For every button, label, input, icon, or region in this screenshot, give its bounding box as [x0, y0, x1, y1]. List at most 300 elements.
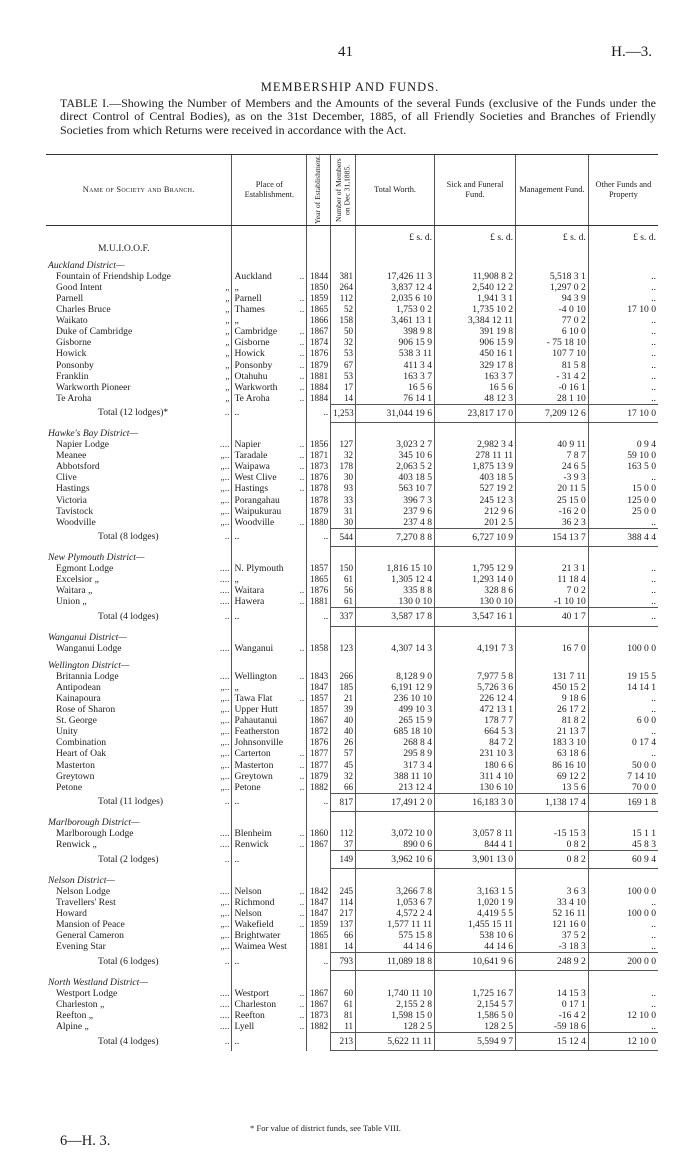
lodge-row — [46, 897, 658, 908]
ditto-mark: „ — [220, 461, 225, 473]
members-value: 11 — [344, 1020, 354, 1031]
year-value: 1844 — [309, 271, 329, 282]
sick-fund-value: 5,726 3 6 — [477, 682, 514, 694]
other-funds-value: 0 17 4 — [632, 737, 656, 749]
lodge-name: General Cameron — [56, 930, 124, 942]
total-worth-value: 1,053 6 7 — [396, 896, 433, 908]
management-fund-value: -16 4 2 — [558, 1009, 586, 1021]
total-worth-value: 130 0 10 — [398, 596, 433, 608]
ditto-mark: „ — [225, 315, 230, 327]
lodge-place: Waipukurau — [234, 505, 282, 517]
lodge-place: Ponsonby — [234, 359, 273, 371]
other-funds-value: .. — [651, 359, 656, 371]
management-fund-value: - 75 18 10 — [546, 337, 586, 349]
members-value: 213 — [339, 1036, 354, 1046]
lodge-name: Egmont Lodge — [56, 563, 114, 575]
management-fund-value: 81 5 8 — [561, 359, 586, 371]
leader-dots: .. — [224, 671, 230, 683]
ditto-mark: .. — [219, 828, 225, 840]
members-value: 245 — [339, 885, 354, 896]
sick-fund-value: 527 19 2 — [479, 483, 514, 495]
total-worth-value: 3,461 13 1 — [391, 315, 433, 327]
sick-fund-value: 329 17 8 — [479, 359, 514, 371]
ditto-mark: „ — [225, 359, 230, 371]
leader-dots: .. — [224, 682, 230, 694]
lodge-row — [46, 908, 658, 919]
year-value: 1874 — [309, 337, 329, 348]
members-value: 264 — [339, 282, 354, 293]
leader-dots: .. — [224, 930, 230, 942]
members-value: 123 — [339, 643, 354, 654]
management-fund-value: 36 2 3 — [561, 516, 586, 528]
total-worth-value: 3,072 10 0 — [391, 828, 433, 840]
members-value: 61 — [344, 596, 354, 607]
ditto-mark: „ — [225, 282, 230, 294]
members-value: 21 — [344, 693, 354, 704]
lodge-row — [46, 293, 658, 304]
other-funds-value: 7 14 10 — [627, 770, 656, 782]
total-worth-value: 403 18 5 — [398, 472, 433, 484]
lodge-name: Nelson Lodge — [56, 885, 111, 897]
other-funds-value: 200 0 0 — [627, 956, 656, 968]
page-header — [0, 44, 700, 64]
lodge-place: Thames — [234, 304, 265, 316]
ditto-mark: .. — [219, 439, 225, 451]
lodge-row — [46, 782, 658, 794]
sick-fund-value: 403 18 5 — [479, 472, 514, 484]
year-value: .. — [323, 796, 329, 807]
lodge-name: Charleston „ — [56, 998, 105, 1010]
leader-dots: .. — [224, 563, 230, 575]
other-funds-value: .. — [651, 381, 656, 393]
total-worth-value: 1,753 0 2 — [396, 304, 433, 316]
ditto-mark: .. — [219, 839, 225, 851]
sick-fund-value: 2,982 3 4 — [477, 439, 514, 451]
total-worth-value: 335 8 8 — [403, 585, 433, 597]
total-worth-value: 17,491 2 0 — [391, 796, 433, 808]
year-value: 1879 — [309, 505, 329, 516]
col-sick-header: Sick and Funeral Fund. — [435, 155, 516, 226]
other-funds-value: .. — [651, 987, 656, 999]
lodge-name: Alpine „ — [56, 1020, 89, 1032]
lodge-name: Howick — [56, 348, 87, 360]
ditto-mark: „ — [220, 483, 225, 495]
management-fund-value: 0 8 2 — [566, 854, 586, 866]
other-funds-value: 163 5 0 — [627, 461, 656, 473]
year-value: 1876 — [309, 472, 329, 483]
leader-dots: .. — [299, 987, 305, 999]
other-funds-value: .. — [651, 337, 656, 349]
lodge-place: Greytown — [234, 770, 273, 782]
lodge-place: .. — [234, 1035, 240, 1047]
other-funds-value: .. — [651, 596, 656, 608]
leader-dots: .. — [299, 472, 305, 484]
ditto-mark: „ — [225, 293, 230, 305]
other-funds-value: .. — [651, 585, 656, 597]
management-fund-value: 81 8 2 — [561, 715, 586, 727]
district-row — [46, 626, 658, 643]
lodge-row — [46, 828, 658, 839]
lodge-name: Clive — [56, 472, 77, 484]
management-fund-value: 21 3 1 — [561, 563, 586, 575]
lodge-row — [46, 461, 658, 472]
lodge-name: Victoria — [56, 494, 87, 506]
lodge-row — [46, 439, 658, 450]
members-value: 14 — [344, 392, 354, 403]
total-label: Total (4 lodges) — [98, 1035, 159, 1047]
year-value: 1850 — [309, 282, 329, 293]
lodge-row — [46, 760, 658, 771]
lodge-row — [46, 506, 658, 517]
lodge-name: Antipodean — [56, 682, 101, 694]
ditto-mark: .. — [219, 1020, 225, 1032]
lodge-row — [46, 748, 658, 759]
lodge-row — [46, 988, 658, 999]
members-value: 32 — [344, 770, 354, 781]
members-value: 32 — [344, 450, 354, 461]
total-label: Total (11 lodges) — [98, 796, 164, 808]
lodge-name: Gisborne — [56, 337, 92, 349]
members-value: 266 — [339, 671, 354, 682]
sick-fund-value: 1,795 12 9 — [472, 563, 514, 575]
sick-fund-value: 3,163 1 5 — [477, 885, 514, 897]
management-fund-value: 7 0 2 — [566, 585, 586, 597]
lodge-place: „ — [234, 282, 239, 294]
other-funds-value: 388 4 4 — [627, 531, 656, 543]
year-value: 1876 — [309, 348, 329, 359]
lodge-row — [46, 371, 658, 382]
other-funds-value: 100 0 0 — [627, 908, 656, 920]
other-funds-value: 50 0 0 — [632, 759, 656, 771]
district-row — [46, 254, 658, 271]
total-worth-value: 1,577 11 11 — [387, 919, 433, 931]
lodge-row — [46, 1010, 658, 1021]
ditto-mark: „ — [225, 348, 230, 360]
sick-fund-value: 1,875 13 9 — [472, 461, 514, 473]
leader-dots: .. — [299, 693, 305, 705]
leader-dots: .. — [224, 483, 230, 495]
sick-fund-value: 44 14 6 — [484, 941, 514, 953]
leader-dots: .. — [224, 461, 230, 473]
lodge-place: Masterton — [234, 759, 274, 771]
lodge-row — [46, 483, 658, 494]
members-value: 53 — [344, 370, 354, 381]
sick-fund-value: 1,735 10 2 — [472, 304, 514, 316]
leader-dots: .. — [224, 987, 230, 999]
lodge-place: Petone — [234, 781, 261, 793]
lodge-place: Renwick — [234, 839, 269, 851]
col-other-header: Other Funds and Property — [588, 155, 658, 226]
year-value: 1878 — [309, 494, 329, 505]
management-fund-value: 3 6 3 — [566, 885, 586, 897]
col-year-label: Year of Establishment. — [313, 155, 323, 225]
ditto-mark: „ — [220, 941, 225, 953]
total-worth-value: 2,063 5 2 — [396, 461, 433, 473]
lodge-row — [46, 326, 658, 337]
district-name: Wellington District— — [48, 660, 130, 672]
management-fund-value: -16 2 0 — [558, 505, 586, 517]
year-value: 1858 — [309, 643, 329, 654]
sick-fund-value: 450 16 1 — [479, 348, 514, 360]
management-fund-value: 33 4 10 — [557, 896, 586, 908]
lodge-place: Westport — [234, 987, 269, 999]
lodge-place: Woodville — [234, 516, 275, 528]
leader-dots: .. — [224, 574, 230, 586]
sick-fund-value: 23,817 17 0 — [467, 407, 514, 419]
year-value: 1856 — [309, 439, 329, 450]
total-worth-value: 575 15 8 — [398, 930, 433, 942]
management-fund-value: 0 8 2 — [566, 839, 586, 851]
lodge-row — [46, 704, 658, 715]
lodge-row — [46, 886, 658, 897]
leader-dots: .. — [299, 326, 305, 338]
management-fund-value: 107 7 10 — [552, 348, 586, 360]
lodge-name: Woodville — [56, 516, 96, 528]
page-reference: H.—3. — [611, 44, 652, 60]
sick-fund-value: 311 4 10 — [479, 770, 514, 782]
lodge-place: „ — [234, 315, 239, 327]
members-value: 14 — [344, 941, 354, 952]
leader-dots: .. — [224, 439, 230, 451]
other-funds-value: 169 1 8 — [627, 796, 656, 808]
lodge-place: Waipawa — [234, 461, 270, 473]
sick-fund-value: 328 8 6 — [484, 585, 514, 597]
management-fund-value: 121 16 0 — [552, 919, 586, 931]
year-value: 1843 — [309, 671, 329, 682]
lodge-name: Howard — [56, 908, 87, 920]
leader-dots: .. — [299, 781, 305, 793]
ditto-mark: „ — [220, 516, 225, 528]
year-value: 1867 — [309, 839, 329, 850]
ditto-mark: „ — [220, 919, 225, 931]
year-value: 1878 — [309, 483, 329, 494]
other-funds-value: 25 0 0 — [632, 505, 656, 517]
members-value: 40 — [344, 726, 354, 737]
table-body — [46, 226, 658, 1051]
leader-dots: .. — [224, 472, 230, 484]
lodge-name: Good Intent — [56, 282, 103, 294]
lodge-place: .. — [234, 796, 240, 808]
other-funds-value: .. — [651, 611, 656, 623]
other-funds-value: .. — [651, 282, 656, 294]
leader-dots: .. — [224, 643, 230, 655]
ditto-mark: „ — [225, 304, 230, 316]
other-funds-value: 15 1 1 — [632, 828, 656, 840]
management-fund-value: 5,518 3 1 — [549, 271, 586, 283]
col-members-label: Number of Members on Dec 31,1885. — [333, 158, 352, 222]
sick-fund-value: 48 12 3 — [484, 392, 514, 404]
sick-fund-value: 6,727 10 9 — [472, 531, 514, 543]
lodge-place: .. — [234, 531, 240, 543]
lodge-name: Abbotsford — [56, 461, 100, 473]
total-worth-value: 268 8 4 — [403, 737, 433, 749]
leader-dots: .. — [224, 828, 230, 840]
lodge-place: Nelson — [234, 885, 262, 897]
members-value: 112 — [339, 293, 354, 304]
total-worth-value: 538 3 11 — [398, 348, 433, 360]
other-funds-value: 60 9 4 — [632, 854, 656, 866]
year-value: 1867 — [309, 715, 329, 726]
leader-dots: .. — [299, 596, 305, 608]
year-value: 1882 — [309, 781, 329, 792]
leader-dots: .. — [299, 1009, 305, 1021]
ditto-mark: .. — [224, 531, 230, 543]
management-fund-value: 15 12 4 — [557, 1036, 586, 1047]
ditto-mark: „ — [220, 781, 225, 793]
lodge-row — [46, 360, 658, 371]
total-worth-value: 890 0 6 — [403, 839, 433, 851]
ditto-mark: „ — [220, 715, 225, 727]
district-name: Wanganui District— — [48, 632, 127, 643]
sick-fund-value: 2,154 5 7 — [477, 998, 514, 1010]
members-value: 30 — [344, 472, 354, 483]
district-name: New Plymouth District— — [48, 552, 145, 564]
sick-fund-value: 278 11 11 — [475, 450, 514, 462]
members-value: 137 — [339, 919, 354, 930]
other-funds-value: .. — [651, 293, 656, 305]
total-worth-value: 3,023 2 7 — [396, 439, 433, 451]
other-funds-value: 19 15 5 — [627, 671, 656, 683]
lodge-place: Wellington — [234, 671, 277, 683]
lodge-place: Cambridge — [234, 326, 278, 338]
lodge-place: .. — [234, 955, 240, 967]
total-row — [46, 528, 658, 546]
lodge-place: Waitara — [234, 585, 265, 597]
management-fund-value: 24 6 5 — [561, 461, 586, 473]
other-funds-value: 6 0 0 — [636, 715, 656, 727]
members-value: 112 — [339, 828, 354, 839]
leader-dots: .. — [299, 304, 305, 316]
sick-fund-value: 163 3 7 — [484, 370, 514, 382]
sick-fund-value: 7,977 5 8 — [477, 671, 514, 683]
management-fund-value: -3 9 3 — [563, 472, 586, 484]
total-worth-value: 3,962 10 6 — [391, 854, 433, 866]
ditto-mark: „ — [225, 337, 230, 349]
management-fund-value: 86 16 10 — [552, 759, 586, 771]
leader-dots: .. — [224, 494, 230, 506]
lodge-place: Napier — [234, 439, 261, 451]
lodge-row — [46, 337, 658, 348]
leader-dots: .. — [299, 919, 305, 931]
membership-table — [46, 154, 658, 1051]
lodge-row — [46, 999, 658, 1010]
leader-dots: .. — [224, 704, 230, 716]
sick-fund-value: 2,540 12 2 — [472, 282, 514, 294]
leader-dots: .. — [224, 516, 230, 528]
other-funds-value: .. — [651, 348, 656, 360]
leader-dots: .. — [224, 1009, 230, 1021]
ditto-mark: „ — [220, 472, 225, 484]
management-fund-value: 183 3 10 — [552, 737, 586, 749]
year-value: 1876 — [309, 585, 329, 596]
year-value: 1865 — [309, 304, 329, 315]
lodge-row — [46, 941, 658, 953]
total-worth-value: 906 15 9 — [398, 337, 433, 349]
sick-fund-value: 538 10 6 — [479, 930, 514, 942]
lodge-place: Otahuhu — [234, 370, 268, 382]
leader-dots: .. — [224, 450, 230, 462]
year-value: 1873 — [309, 461, 329, 472]
total-worth-value: 8,128 9 0 — [396, 671, 433, 683]
members-value: 67 — [344, 359, 354, 370]
members-value: 17 — [344, 381, 354, 392]
leader-dots: .. — [224, 715, 230, 727]
lodge-row — [46, 771, 658, 782]
leader-dots: .. — [224, 919, 230, 931]
district-row — [46, 811, 658, 828]
members-value: 66 — [344, 930, 354, 941]
leader-dots: .. — [299, 359, 305, 371]
lodge-name: Heart of Oak — [56, 748, 107, 760]
leader-dots: .. — [299, 748, 305, 760]
society-row — [46, 243, 658, 254]
ditto-mark: „ — [220, 682, 225, 694]
lodge-row — [46, 574, 658, 585]
lodge-row — [46, 919, 658, 930]
leader-dots: .. — [224, 941, 230, 953]
lodge-row — [46, 596, 658, 608]
leader-dots: .. — [299, 839, 305, 851]
year-value: 1880 — [309, 516, 329, 527]
management-fund-value: 25 15 0 — [557, 494, 586, 506]
other-funds-value: 100 0 0 — [627, 643, 656, 655]
management-fund-value: 52 16 11 — [552, 908, 586, 920]
ditto-mark: „ — [225, 392, 230, 404]
lodge-name: Westport Lodge — [56, 987, 118, 999]
lodge-row — [46, 1021, 658, 1033]
year-value: 1884 — [309, 392, 329, 403]
management-fund-value: 6 10 0 — [561, 326, 586, 338]
lodge-name: Franklin — [56, 370, 89, 382]
district-row — [46, 422, 658, 439]
other-funds-value: .. — [651, 896, 656, 908]
lodge-place: „ — [234, 682, 239, 694]
leader-dots: .. — [224, 726, 230, 738]
leader-dots: .. — [224, 737, 230, 749]
management-fund-value: 26 17 2 — [557, 704, 586, 716]
ditto-mark: „ — [225, 326, 230, 338]
lodge-place: Te Aroha — [234, 392, 270, 404]
other-funds-value: 14 14 1 — [627, 682, 656, 694]
ditto-mark: .. — [219, 596, 225, 608]
total-worth-value: 1,598 15 0 — [391, 1009, 433, 1021]
total-worth-value: 388 11 10 — [394, 770, 433, 782]
year-value: .. — [323, 531, 329, 542]
lodge-row — [46, 693, 658, 704]
year-value: .. — [323, 955, 329, 966]
ditto-mark: „ — [220, 930, 225, 942]
other-funds-value: .. — [651, 704, 656, 716]
ditto-mark: „ — [220, 704, 225, 716]
leader-dots: .. — [224, 596, 230, 608]
year-value: 1879 — [309, 359, 329, 370]
total-worth-value: 685 18 10 — [393, 726, 433, 738]
management-fund-value: 11 18 4 — [557, 574, 586, 586]
currency-row — [46, 226, 658, 244]
lodge-place: Reefton — [234, 1009, 265, 1021]
year-value: 1865 — [309, 574, 329, 585]
ditto-mark: „ — [225, 381, 230, 393]
total-worth-value: 16 5 6 — [408, 381, 433, 393]
district-row — [46, 546, 658, 563]
total-worth-value: 4,572 2 4 — [396, 908, 433, 920]
management-fund-value: 0 17 1 — [561, 998, 586, 1010]
year-value: 1881 — [309, 941, 329, 952]
lodge-name: Combination — [56, 737, 107, 749]
total-worth-value: 317 3 4 — [403, 759, 433, 771]
page-number: 41 — [338, 44, 353, 60]
currency-total: £ s. d. — [356, 226, 435, 244]
